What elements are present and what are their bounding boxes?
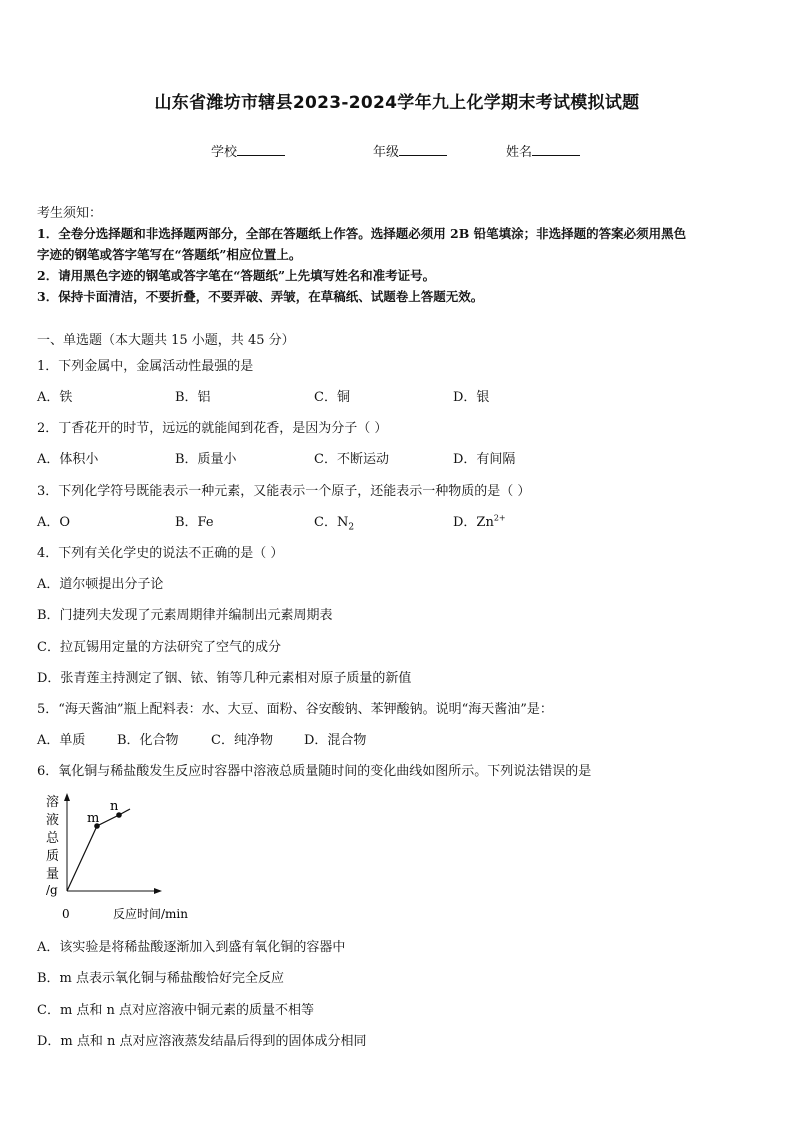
page-title: 山东省潍坊市辖县2023-2024学年九上化学期末考试模拟试题 xyxy=(154,93,640,113)
q5-stem: 5．“海天酱油”瓶上配料表：水、大豆、面粉、谷安酸钠、苯钾酸钠。说明“海天酱油”是： xyxy=(37,702,553,717)
point-m-label: m xyxy=(87,811,100,826)
q3-option-c-subscript: 2 xyxy=(348,522,355,533)
q5-option-d: D．混合物 xyxy=(304,733,367,748)
q6-option-d: D．m 点和 n 点对应溶液蒸发结晶后得到的固体成分相同 xyxy=(37,1034,367,1049)
q4-option-c: C．拉瓦锡用定量的方法研究了空气的成分 xyxy=(37,640,281,655)
x-axis-arrow xyxy=(154,888,162,894)
q3-option-c-text: C．N xyxy=(314,515,349,530)
q2-option-d: D．有间隔 xyxy=(453,452,516,467)
q4-option-d: D．张青莲主持测定了铟、铱、铕等几种元素相对原子质量的新值 xyxy=(37,671,412,686)
y-label-char-1: 溶 xyxy=(46,795,60,810)
q6-stem: 6．氧化铜与稀盐酸发生反应时容器中溶液总质量随时间的变化曲线如图所示。下列说法错误的是 xyxy=(37,764,592,779)
q2-option-b: B．质量小 xyxy=(175,452,237,467)
note-2: 2．请用黑色字迹的钢笔或答字笔在“答题纸”上先填写姓名和准考证号。 xyxy=(37,268,436,283)
q1-option-d: D．银 xyxy=(453,390,490,405)
q1-stem: 1．下列金属中，金属活动性最强的是 xyxy=(37,359,254,374)
note-1: 1．全卷分选择题和非选择题两部分，全部在答题纸上作答。选择题必须用 2B 铅笔填涂；非选择题的答案必须用黑色 xyxy=(37,226,687,241)
q3-option-b: B．Fe xyxy=(175,515,214,530)
q6-option-a: A．该实验是将稀盐酸逐渐加入到盛有氧化铜的容器中 xyxy=(37,940,346,955)
notes-heading: 考生须知： xyxy=(37,206,103,221)
x-axis-label: 反应时间/min xyxy=(113,907,188,921)
q3-option-d-superscript: 2+ xyxy=(493,513,506,523)
name-blank xyxy=(532,143,580,156)
y-label-unit: /g xyxy=(46,883,58,897)
name-label: 姓名 xyxy=(506,145,533,160)
note-1-cont: 字迹的钢笔或答字笔写在“答题纸”相应位置上。 xyxy=(37,247,302,262)
q6-option-c: C．m 点和 n 点对应溶液中铜元素的质量不相等 xyxy=(37,1003,315,1018)
q3-stem: 3．下列化学符号既能表示一种元素，又能表示一个原子，还能表示一种物质的是（ ） xyxy=(37,484,531,499)
point-n-label: n xyxy=(110,799,119,814)
grade-field xyxy=(373,141,447,160)
q3-option-a: A．O xyxy=(37,515,71,530)
note-3: 3．保持卡面清洁，不要折叠，不要弄破、弄皱，在草稿纸、试题卷上答题无效。 xyxy=(37,289,484,304)
mass-time-chart xyxy=(40,788,215,924)
q5-option-b: B．化合物 xyxy=(117,733,179,748)
grade-label: 年级 xyxy=(373,145,400,160)
q2-option-a: A．体积小 xyxy=(37,452,99,467)
q1-option-b: B．铝 xyxy=(175,390,211,405)
origin-label: 0 xyxy=(62,907,70,921)
q3-option-c xyxy=(314,511,354,533)
q5-option-c: C．纯净物 xyxy=(211,733,273,748)
q3-option-d xyxy=(453,511,506,530)
q4-stem: 4．下列有关化学史的说法不正确的是（ ） xyxy=(37,546,284,561)
grade-blank xyxy=(399,143,447,156)
school-field xyxy=(211,141,285,160)
q3-option-d-text: D．Zn xyxy=(453,515,494,530)
q2-option-c: C．不断运动 xyxy=(314,452,389,467)
school-label: 学校 xyxy=(211,145,238,160)
q1-option-a: A．铁 xyxy=(37,390,73,405)
q1-option-c: C．铜 xyxy=(314,390,350,405)
q4-option-a: A．道尔顿提出分子论 xyxy=(37,577,164,592)
y-axis-arrow xyxy=(64,793,70,801)
name-field xyxy=(506,141,580,160)
q4-option-b: B．门捷列夫发现了元素周期律并编制出元素周期表 xyxy=(37,608,333,623)
q6-option-b: B．m 点表示氧化铜与稀盐酸恰好完全反应 xyxy=(37,971,285,986)
section-heading: 一、单选题（本大题共 15 小题，共 45 分） xyxy=(37,333,295,348)
y-label-char-4: 质 xyxy=(46,849,60,864)
q2-stem: 2．丁香花开的时节，远远的就能闻到花香，是因为分子（ ） xyxy=(37,421,388,436)
q5-option-a: A．单质 xyxy=(37,733,86,748)
y-label-char-2: 液 xyxy=(46,813,60,828)
school-blank xyxy=(237,143,285,156)
y-label-char-5: 量 xyxy=(46,867,60,882)
y-label-char-3: 总 xyxy=(46,831,60,846)
